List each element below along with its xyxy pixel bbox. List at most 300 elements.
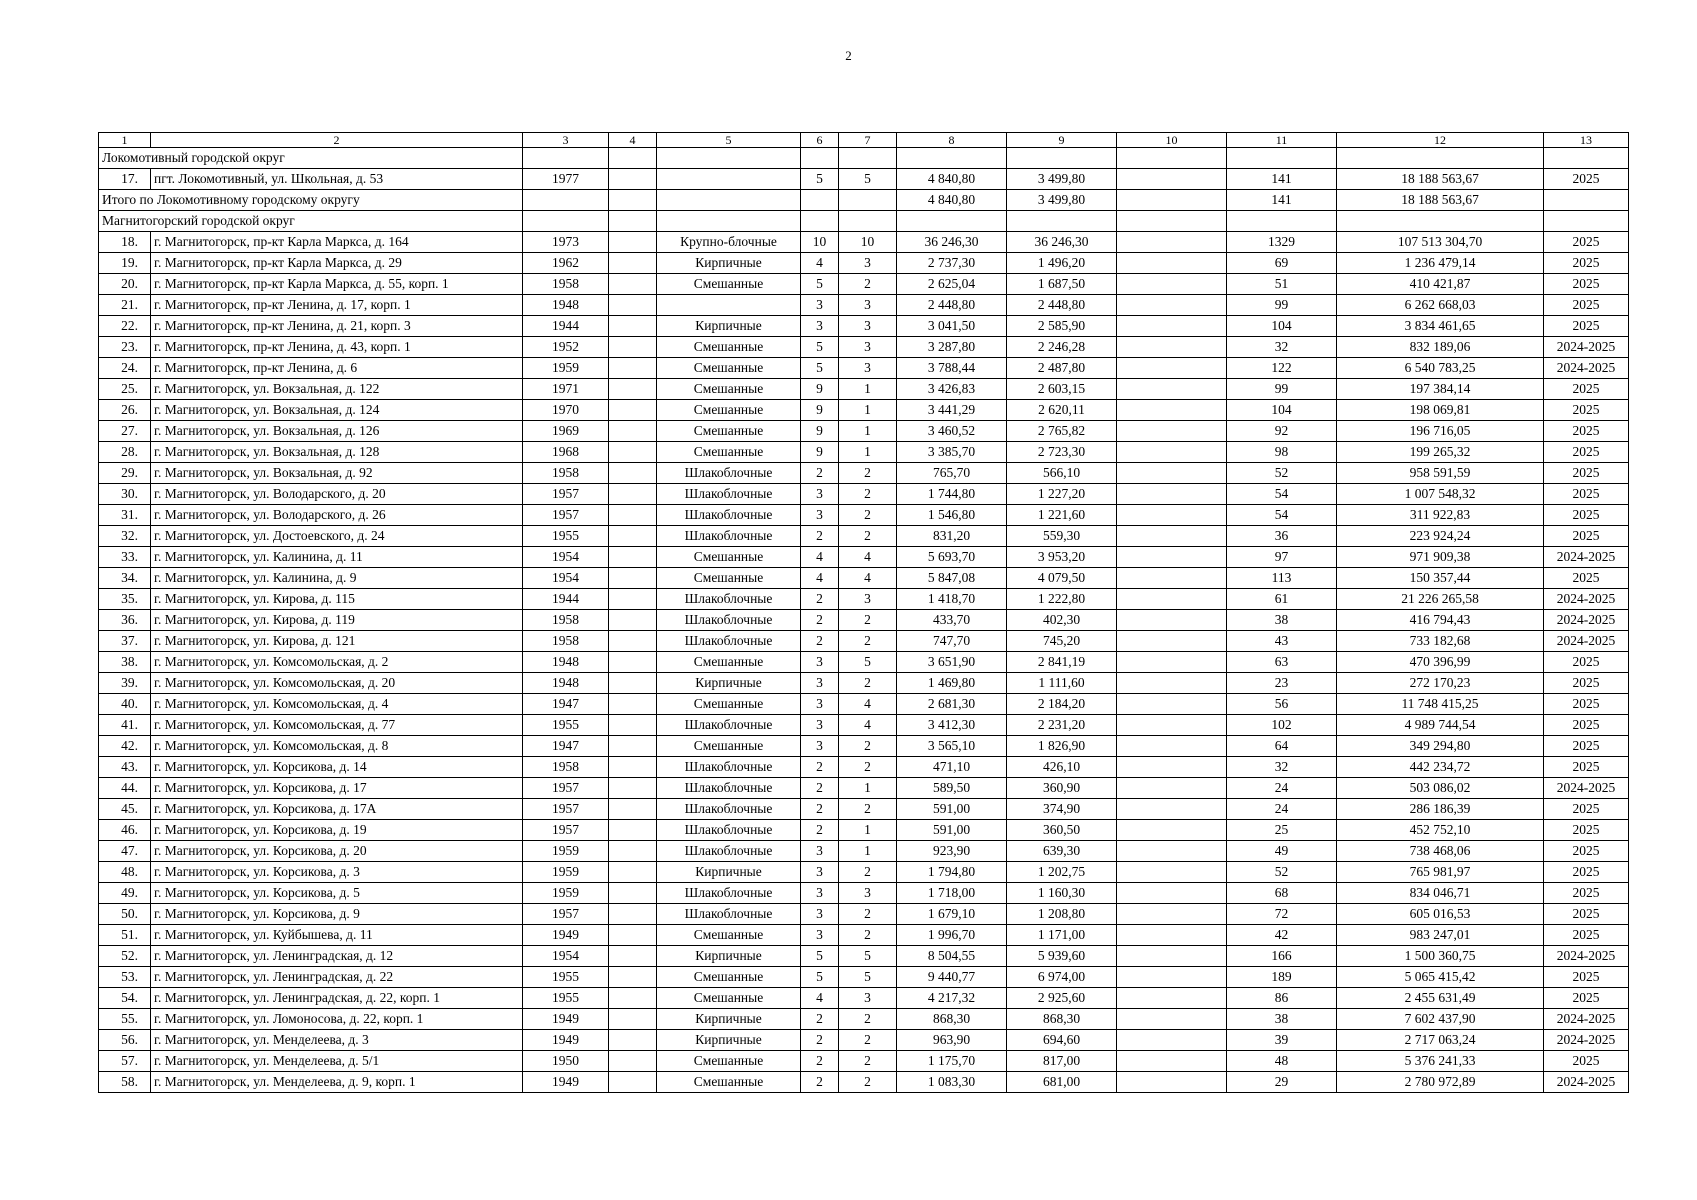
col-10-cell bbox=[1117, 841, 1227, 862]
col-4-cell bbox=[609, 778, 657, 799]
total-col-8: 4 840,80 bbox=[897, 190, 1007, 211]
col-8-cell: 5 693,70 bbox=[897, 547, 1007, 568]
col-11-cell: 61 bbox=[1227, 589, 1337, 610]
col-11-cell: 38 bbox=[1227, 1009, 1337, 1030]
col-4-cell bbox=[609, 841, 657, 862]
address-cell: г. Магнитогорск, ул. Корсикова, д. 5 bbox=[151, 883, 523, 904]
row-number: 29. bbox=[99, 463, 151, 484]
col-11-cell: 86 bbox=[1227, 988, 1337, 1009]
empty-cell bbox=[609, 148, 657, 169]
empty-cell bbox=[1227, 211, 1337, 232]
col-10-cell bbox=[1117, 799, 1227, 820]
col-12-cell: 21 226 265,58 bbox=[1337, 589, 1544, 610]
col-4-cell bbox=[609, 1030, 657, 1051]
address-cell: г. Магнитогорск, ул. Достоевского, д. 24 bbox=[151, 526, 523, 547]
row-number: 25. bbox=[99, 379, 151, 400]
col-9-cell: 1 171,00 bbox=[1007, 925, 1117, 946]
col-12-cell: 5 065 415,42 bbox=[1337, 967, 1544, 988]
col-7-cell: 2 bbox=[839, 673, 897, 694]
col-7-cell: 3 bbox=[839, 316, 897, 337]
col-8-cell: 5 847,08 bbox=[897, 568, 1007, 589]
address-cell: г. Магнитогорск, ул. Володарского, д. 26 bbox=[151, 505, 523, 526]
col-9-cell: 2 448,80 bbox=[1007, 295, 1117, 316]
empty-cell bbox=[801, 211, 839, 232]
col-10-cell bbox=[1117, 400, 1227, 421]
col-9-cell: 4 079,50 bbox=[1007, 568, 1117, 589]
table-row bbox=[99, 904, 1629, 925]
column-number-cell: 2 bbox=[151, 133, 523, 148]
address-cell: г. Магнитогорск, ул. Вокзальная, д. 124 bbox=[151, 400, 523, 421]
col-8-cell: 3 651,90 bbox=[897, 652, 1007, 673]
col-13-cell: 2025 bbox=[1544, 904, 1629, 925]
empty-cell bbox=[1544, 211, 1629, 232]
col-9-cell: 2 620,11 bbox=[1007, 400, 1117, 421]
col-12-cell: 470 396,99 bbox=[1337, 652, 1544, 673]
col-12-cell: 1 236 479,14 bbox=[1337, 253, 1544, 274]
col-12-cell: 199 265,32 bbox=[1337, 442, 1544, 463]
address-cell: пгт. Локомотивный, ул. Школьная, д. 53 bbox=[151, 169, 523, 190]
empty-cell bbox=[657, 190, 801, 211]
col-9-cell: 694,60 bbox=[1007, 1030, 1117, 1051]
col-9-cell: 2 723,30 bbox=[1007, 442, 1117, 463]
row-number: 19. bbox=[99, 253, 151, 274]
table-row bbox=[99, 463, 1629, 484]
col-12-cell: 452 752,10 bbox=[1337, 820, 1544, 841]
year-cell: 1957 bbox=[523, 820, 609, 841]
address-cell: г. Магнитогорск, ул. Ленинградская, д. 22 bbox=[151, 967, 523, 988]
material-cell: Смешанные bbox=[657, 442, 801, 463]
col-7-cell: 2 bbox=[839, 631, 897, 652]
col-4-cell bbox=[609, 1051, 657, 1072]
col-11-cell: 48 bbox=[1227, 1051, 1337, 1072]
col-10-cell bbox=[1117, 337, 1227, 358]
total-col-9: 3 499,80 bbox=[1007, 190, 1117, 211]
col-13-cell: 2025 bbox=[1544, 232, 1629, 253]
row-number: 37. bbox=[99, 631, 151, 652]
row-number: 36. bbox=[99, 610, 151, 631]
col-4-cell bbox=[609, 967, 657, 988]
col-9-cell: 1 496,20 bbox=[1007, 253, 1117, 274]
col-6-cell: 3 bbox=[801, 505, 839, 526]
col-8-cell: 4 217,32 bbox=[897, 988, 1007, 1009]
col-13-cell: 2025 bbox=[1544, 568, 1629, 589]
col-6-cell: 2 bbox=[801, 610, 839, 631]
col-8-cell: 831,20 bbox=[897, 526, 1007, 547]
empty-cell bbox=[801, 190, 839, 211]
empty-cell bbox=[523, 190, 609, 211]
col-10-cell bbox=[1117, 946, 1227, 967]
col-11-cell: 24 bbox=[1227, 778, 1337, 799]
col-13-cell: 2025 bbox=[1544, 253, 1629, 274]
col-9-cell: 374,90 bbox=[1007, 799, 1117, 820]
year-cell: 1949 bbox=[523, 925, 609, 946]
row-number: 54. bbox=[99, 988, 151, 1009]
year-cell: 1959 bbox=[523, 841, 609, 862]
col-12-cell: 733 182,68 bbox=[1337, 631, 1544, 652]
col-12-cell: 3 834 461,65 bbox=[1337, 316, 1544, 337]
col-8-cell: 36 246,30 bbox=[897, 232, 1007, 253]
housing-register-table bbox=[98, 132, 1629, 1093]
year-cell: 1957 bbox=[523, 505, 609, 526]
total-label: Итого по Локомотивному городскому округу bbox=[99, 190, 523, 211]
col-13-cell: 2024-2025 bbox=[1544, 547, 1629, 568]
col-11-cell: 1329 bbox=[1227, 232, 1337, 253]
col-12-cell: 765 981,97 bbox=[1337, 862, 1544, 883]
col-12-cell: 7 602 437,90 bbox=[1337, 1009, 1544, 1030]
col-13-cell: 2024-2025 bbox=[1544, 778, 1629, 799]
address-cell: г. Магнитогорск, ул. Корсикова, д. 17 bbox=[151, 778, 523, 799]
address-cell: г. Магнитогорск, ул. Корсикова, д. 20 bbox=[151, 841, 523, 862]
col-8-cell: 8 504,55 bbox=[897, 946, 1007, 967]
year-cell: 1955 bbox=[523, 988, 609, 1009]
col-11-cell: 54 bbox=[1227, 505, 1337, 526]
col-13-cell: 2025 bbox=[1544, 652, 1629, 673]
col-8-cell: 591,00 bbox=[897, 799, 1007, 820]
col-8-cell: 3 460,52 bbox=[897, 421, 1007, 442]
col-13-cell: 2025 bbox=[1544, 799, 1629, 820]
col-4-cell bbox=[609, 1009, 657, 1030]
col-12-cell: 196 716,05 bbox=[1337, 421, 1544, 442]
total-row bbox=[99, 190, 1629, 211]
col-6-cell: 2 bbox=[801, 1009, 839, 1030]
row-number: 31. bbox=[99, 505, 151, 526]
col-8-cell: 9 440,77 bbox=[897, 967, 1007, 988]
col-13-cell: 2024-2025 bbox=[1544, 946, 1629, 967]
material-cell: Смешанные bbox=[657, 694, 801, 715]
col-4-cell bbox=[609, 883, 657, 904]
col-13-cell: 2025 bbox=[1544, 463, 1629, 484]
col-8-cell: 868,30 bbox=[897, 1009, 1007, 1030]
col-6-cell: 5 bbox=[801, 967, 839, 988]
col-7-cell: 2 bbox=[839, 1051, 897, 1072]
row-number: 28. bbox=[99, 442, 151, 463]
col-11-cell: 97 bbox=[1227, 547, 1337, 568]
col-11-cell: 64 bbox=[1227, 736, 1337, 757]
col-8-cell: 1 546,80 bbox=[897, 505, 1007, 526]
col-10-cell bbox=[1117, 610, 1227, 631]
row-number: 46. bbox=[99, 820, 151, 841]
col-4-cell bbox=[609, 610, 657, 631]
table-row bbox=[99, 169, 1629, 190]
table-row bbox=[99, 1072, 1629, 1093]
col-13-cell: 2024-2025 bbox=[1544, 1009, 1629, 1030]
table-row bbox=[99, 610, 1629, 631]
col-11-cell: 42 bbox=[1227, 925, 1337, 946]
col-11-cell: 29 bbox=[1227, 1072, 1337, 1093]
col-8-cell: 433,70 bbox=[897, 610, 1007, 631]
table-row bbox=[99, 652, 1629, 673]
empty-cell bbox=[523, 148, 609, 169]
col-4-cell bbox=[609, 757, 657, 778]
col-10-cell bbox=[1117, 652, 1227, 673]
col-4-cell bbox=[609, 253, 657, 274]
col-9-cell: 2 841,19 bbox=[1007, 652, 1117, 673]
year-cell: 1955 bbox=[523, 526, 609, 547]
table-row bbox=[99, 568, 1629, 589]
col-7-cell: 3 bbox=[839, 253, 897, 274]
col-4-cell bbox=[609, 904, 657, 925]
year-cell: 1948 bbox=[523, 673, 609, 694]
material-cell: Шлакоблочные bbox=[657, 715, 801, 736]
col-6-cell: 3 bbox=[801, 715, 839, 736]
col-7-cell: 2 bbox=[839, 484, 897, 505]
empty-cell bbox=[523, 211, 609, 232]
year-cell: 1949 bbox=[523, 1030, 609, 1051]
material-cell: Шлакоблочные bbox=[657, 589, 801, 610]
col-11-cell: 63 bbox=[1227, 652, 1337, 673]
column-number-cell: 8 bbox=[897, 133, 1007, 148]
col-8-cell: 2 737,30 bbox=[897, 253, 1007, 274]
col-4-cell bbox=[609, 820, 657, 841]
col-10-cell bbox=[1117, 274, 1227, 295]
col-4-cell bbox=[609, 925, 657, 946]
col-9-cell: 1 202,75 bbox=[1007, 862, 1117, 883]
col-11-cell: 122 bbox=[1227, 358, 1337, 379]
col-4-cell bbox=[609, 589, 657, 610]
material-cell: Смешанные bbox=[657, 379, 801, 400]
col-7-cell: 3 bbox=[839, 988, 897, 1009]
col-8-cell: 1 996,70 bbox=[897, 925, 1007, 946]
col-12-cell: 834 046,71 bbox=[1337, 883, 1544, 904]
col-11-cell: 43 bbox=[1227, 631, 1337, 652]
col-6-cell: 4 bbox=[801, 568, 839, 589]
col-9-cell: 6 974,00 bbox=[1007, 967, 1117, 988]
col-4-cell bbox=[609, 547, 657, 568]
col-4-cell bbox=[609, 673, 657, 694]
col-10-cell bbox=[1117, 232, 1227, 253]
address-cell: г. Магнитогорск, ул. Корсикова, д. 19 bbox=[151, 820, 523, 841]
col-6-cell: 4 bbox=[801, 253, 839, 274]
col-7-cell: 1 bbox=[839, 379, 897, 400]
col-12-cell: 1 500 360,75 bbox=[1337, 946, 1544, 967]
col-11-cell: 32 bbox=[1227, 337, 1337, 358]
col-6-cell: 2 bbox=[801, 799, 839, 820]
table-row bbox=[99, 820, 1629, 841]
col-13-cell: 2025 bbox=[1544, 862, 1629, 883]
empty-cell bbox=[1117, 148, 1227, 169]
col-10-cell bbox=[1117, 316, 1227, 337]
col-7-cell: 3 bbox=[839, 337, 897, 358]
col-6-cell: 4 bbox=[801, 988, 839, 1009]
address-cell: г. Магнитогорск, ул. Менделеева, д. 5/1 bbox=[151, 1051, 523, 1072]
col-7-cell: 5 bbox=[839, 946, 897, 967]
col-11-cell: 189 bbox=[1227, 967, 1337, 988]
col-6-cell: 3 bbox=[801, 316, 839, 337]
row-number: 26. bbox=[99, 400, 151, 421]
col-11-cell: 99 bbox=[1227, 295, 1337, 316]
table-row bbox=[99, 925, 1629, 946]
col-8-cell: 1 175,70 bbox=[897, 1051, 1007, 1072]
year-cell: 1977 bbox=[523, 169, 609, 190]
material-cell: Шлакоблочные bbox=[657, 526, 801, 547]
material-cell bbox=[657, 169, 801, 190]
col-12-cell: 6 540 783,25 bbox=[1337, 358, 1544, 379]
col-8-cell: 1 718,00 bbox=[897, 883, 1007, 904]
col-11-cell: 38 bbox=[1227, 610, 1337, 631]
year-cell: 1971 bbox=[523, 379, 609, 400]
material-cell: Кирпичные bbox=[657, 946, 801, 967]
col-4-cell bbox=[609, 463, 657, 484]
col-7-cell: 2 bbox=[839, 1072, 897, 1093]
col-11-cell: 39 bbox=[1227, 1030, 1337, 1051]
year-cell: 1958 bbox=[523, 757, 609, 778]
col-9-cell: 36 246,30 bbox=[1007, 232, 1117, 253]
col-12-cell: 107 513 304,70 bbox=[1337, 232, 1544, 253]
col-9-cell: 2 585,90 bbox=[1007, 316, 1117, 337]
col-7-cell: 2 bbox=[839, 274, 897, 295]
year-cell: 1957 bbox=[523, 799, 609, 820]
address-cell: г. Магнитогорск, ул. Корсикова, д. 14 bbox=[151, 757, 523, 778]
col-13-cell: 2025 bbox=[1544, 694, 1629, 715]
col-10-cell bbox=[1117, 631, 1227, 652]
col-12-cell: 18 188 563,67 bbox=[1337, 169, 1544, 190]
col-11-cell: 24 bbox=[1227, 799, 1337, 820]
col-4-cell bbox=[609, 316, 657, 337]
col-7-cell: 2 bbox=[839, 526, 897, 547]
empty-cell bbox=[1227, 148, 1337, 169]
year-cell: 1959 bbox=[523, 883, 609, 904]
address-cell: г. Магнитогорск, пр-кт Ленина, д. 43, корп. 1 bbox=[151, 337, 523, 358]
col-4-cell bbox=[609, 736, 657, 757]
row-number: 33. bbox=[99, 547, 151, 568]
col-12-cell: 1 007 548,32 bbox=[1337, 484, 1544, 505]
col-9-cell: 2 765,82 bbox=[1007, 421, 1117, 442]
col-11-cell: 25 bbox=[1227, 820, 1337, 841]
col-8-cell: 3 412,30 bbox=[897, 715, 1007, 736]
column-number-cell: 12 bbox=[1337, 133, 1544, 148]
material-cell: Смешанные bbox=[657, 652, 801, 673]
address-cell: г. Магнитогорск, ул. Куйбышева, д. 11 bbox=[151, 925, 523, 946]
col-6-cell: 3 bbox=[801, 295, 839, 316]
col-10-cell bbox=[1117, 925, 1227, 946]
col-7-cell: 10 bbox=[839, 232, 897, 253]
col-9-cell: 1 227,20 bbox=[1007, 484, 1117, 505]
address-cell: г. Магнитогорск, ул. Корсикова, д. 17А bbox=[151, 799, 523, 820]
year-cell: 1955 bbox=[523, 967, 609, 988]
col-4-cell bbox=[609, 568, 657, 589]
col-9-cell: 2 246,28 bbox=[1007, 337, 1117, 358]
col-10-cell bbox=[1117, 715, 1227, 736]
col-10-cell bbox=[1117, 589, 1227, 610]
col-13-cell: 2025 bbox=[1544, 736, 1629, 757]
address-cell: г. Магнитогорск, ул. Кирова, д. 119 bbox=[151, 610, 523, 631]
col-13-cell: 2024-2025 bbox=[1544, 1030, 1629, 1051]
col-4-cell bbox=[609, 715, 657, 736]
material-cell: Крупно-блочные bbox=[657, 232, 801, 253]
col-6-cell: 5 bbox=[801, 274, 839, 295]
col-13-cell: 2025 bbox=[1544, 883, 1629, 904]
year-cell: 1954 bbox=[523, 547, 609, 568]
col-13-cell: 2024-2025 bbox=[1544, 358, 1629, 379]
row-number: 32. bbox=[99, 526, 151, 547]
column-number-cell: 9 bbox=[1007, 133, 1117, 148]
col-11-cell: 99 bbox=[1227, 379, 1337, 400]
col-11-cell: 92 bbox=[1227, 421, 1337, 442]
material-cell: Смешанные bbox=[657, 358, 801, 379]
material-cell: Смешанные bbox=[657, 547, 801, 568]
table-row bbox=[99, 736, 1629, 757]
col-10-cell bbox=[1117, 253, 1227, 274]
col-7-cell: 2 bbox=[839, 463, 897, 484]
empty-cell bbox=[1007, 148, 1117, 169]
year-cell: 1958 bbox=[523, 463, 609, 484]
year-cell: 1959 bbox=[523, 862, 609, 883]
col-8-cell: 765,70 bbox=[897, 463, 1007, 484]
col-4-cell bbox=[609, 946, 657, 967]
column-number-cell: 7 bbox=[839, 133, 897, 148]
address-cell: г. Магнитогорск, ул. Калинина, д. 11 bbox=[151, 547, 523, 568]
year-cell: 1969 bbox=[523, 421, 609, 442]
col-7-cell: 2 bbox=[839, 1030, 897, 1051]
material-cell: Смешанные bbox=[657, 925, 801, 946]
col-10-cell bbox=[1117, 379, 1227, 400]
year-cell: 1958 bbox=[523, 274, 609, 295]
year-cell: 1957 bbox=[523, 778, 609, 799]
page-number: 2 bbox=[845, 48, 852, 63]
col-8-cell: 963,90 bbox=[897, 1030, 1007, 1051]
col-12-cell: 349 294,80 bbox=[1337, 736, 1544, 757]
table-row bbox=[99, 442, 1629, 463]
col-13-cell: 2025 bbox=[1544, 1051, 1629, 1072]
col-12-cell: 410 421,87 bbox=[1337, 274, 1544, 295]
col-8-cell: 3 287,80 bbox=[897, 337, 1007, 358]
col-10-cell bbox=[1117, 463, 1227, 484]
col-7-cell: 2 bbox=[839, 505, 897, 526]
col-10-cell bbox=[1117, 1072, 1227, 1093]
material-cell: Смешанные bbox=[657, 988, 801, 1009]
col-9-cell: 868,30 bbox=[1007, 1009, 1117, 1030]
col-4-cell bbox=[609, 274, 657, 295]
address-cell: г. Магнитогорск, ул. Володарского, д. 20 bbox=[151, 484, 523, 505]
col-7-cell: 4 bbox=[839, 694, 897, 715]
col-12-cell: 983 247,01 bbox=[1337, 925, 1544, 946]
col-9-cell: 1 208,80 bbox=[1007, 904, 1117, 925]
col-8-cell: 1 794,80 bbox=[897, 862, 1007, 883]
col-13-cell: 2024-2025 bbox=[1544, 589, 1629, 610]
material-cell: Шлакоблочные bbox=[657, 463, 801, 484]
address-cell: г. Магнитогорск, ул. Кирова, д. 115 bbox=[151, 589, 523, 610]
col-12-cell: 832 189,06 bbox=[1337, 337, 1544, 358]
col-8-cell: 471,10 bbox=[897, 757, 1007, 778]
col-11-cell: 113 bbox=[1227, 568, 1337, 589]
col-10-cell bbox=[1117, 1009, 1227, 1030]
address-cell: г. Магнитогорск, ул. Менделеева, д. 9, корп. 1 bbox=[151, 1072, 523, 1093]
material-cell: Шлакоблочные bbox=[657, 883, 801, 904]
col-7-cell: 2 bbox=[839, 862, 897, 883]
col-6-cell: 3 bbox=[801, 925, 839, 946]
year-cell: 1949 bbox=[523, 1009, 609, 1030]
year-cell: 1948 bbox=[523, 295, 609, 316]
material-cell: Шлакоблочные bbox=[657, 505, 801, 526]
table-row bbox=[99, 421, 1629, 442]
empty-cell bbox=[1117, 190, 1227, 211]
row-number: 55. bbox=[99, 1009, 151, 1030]
table-row bbox=[99, 1051, 1629, 1072]
col-4-cell bbox=[609, 337, 657, 358]
address-cell: г. Магнитогорск, ул. Комсомольская, д. 2 bbox=[151, 652, 523, 673]
col-10-cell bbox=[1117, 988, 1227, 1009]
col-12-cell: 272 170,23 bbox=[1337, 673, 1544, 694]
col-4-cell bbox=[609, 988, 657, 1009]
col-7-cell: 1 bbox=[839, 778, 897, 799]
address-cell: г. Магнитогорск, ул. Комсомольская, д. 77 bbox=[151, 715, 523, 736]
col-9-cell: 745,20 bbox=[1007, 631, 1117, 652]
address-cell: г. Магнитогорск, ул. Кирова, д. 121 bbox=[151, 631, 523, 652]
column-number-cell: 6 bbox=[801, 133, 839, 148]
col-10-cell bbox=[1117, 526, 1227, 547]
address-cell: г. Магнитогорск, пр-кт Карла Маркса, д. 55, корп. 1 bbox=[151, 274, 523, 295]
year-cell: 1957 bbox=[523, 904, 609, 925]
